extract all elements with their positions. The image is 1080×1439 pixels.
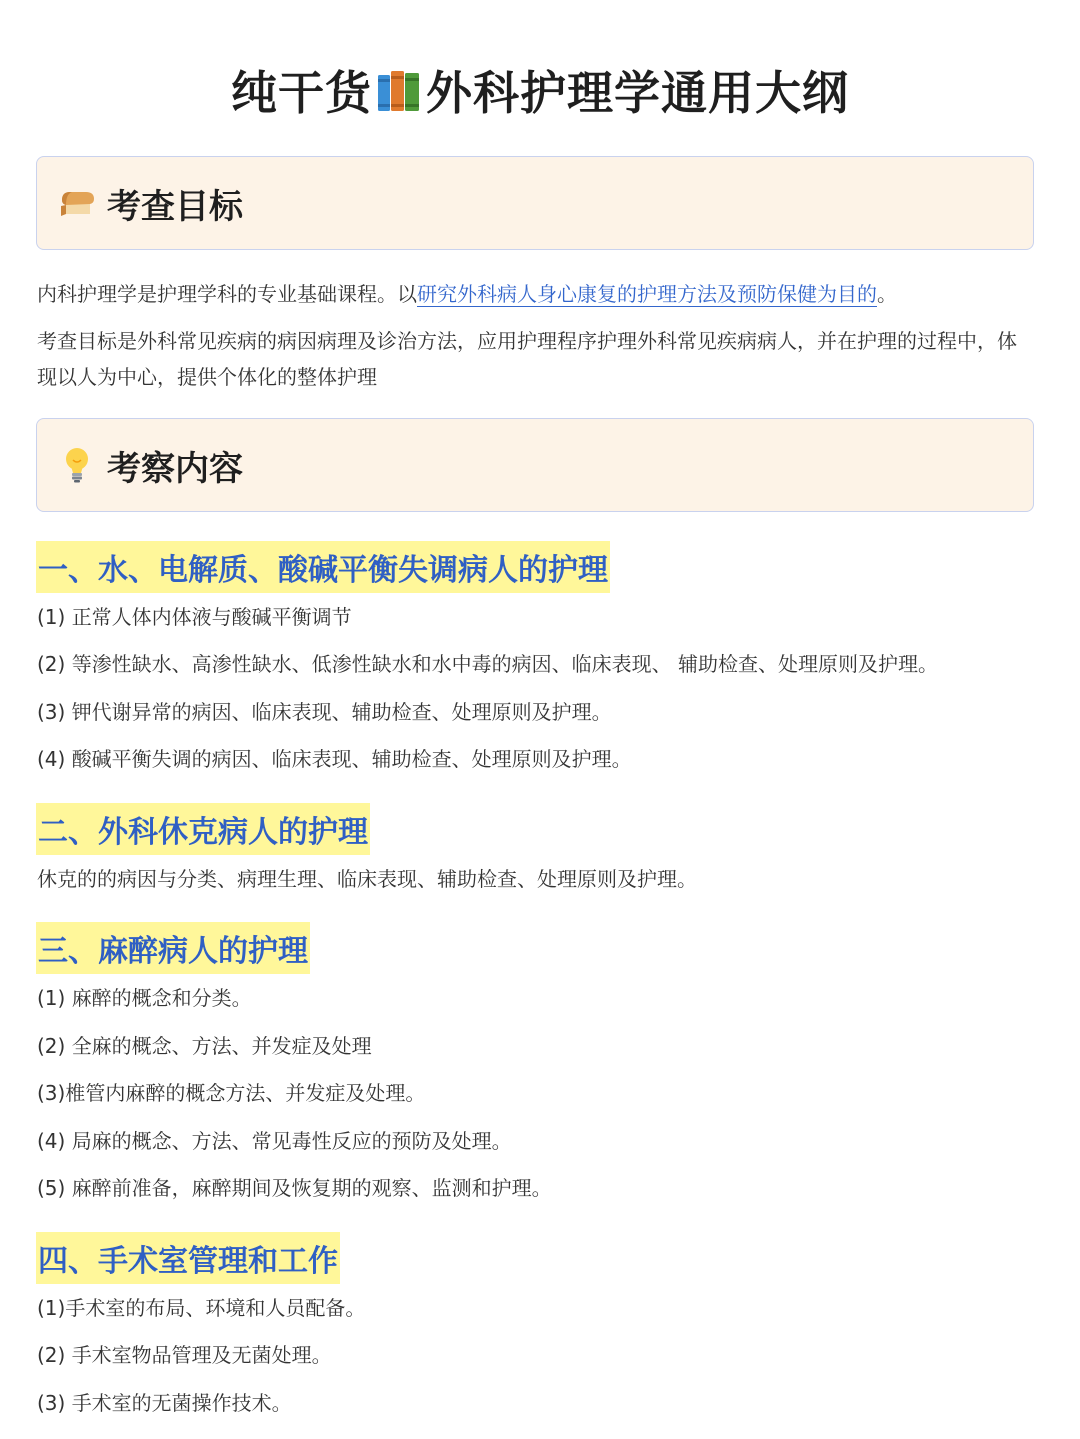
list-item: (3) 钾代谢异常的病因、临床表现、辅助检查、处理原则及护理。 [37,700,612,724]
topic-heading-2: 二、外科休克病人的护理 [36,803,370,855]
intro-text: 内科护理学是护理学科的专业基础课程。以 [37,282,417,306]
content-title: 考察内容 [107,448,243,489]
list-item: (1)手术室的布局、环境和人员配备。 [37,1296,366,1320]
intro-text-end: 。 [877,282,897,306]
goals-callout [36,156,1034,250]
bread-icon [57,183,97,223]
list-item: (2) 全麻的概念、方法、并发症及处理 [37,1034,372,1058]
intro-link[interactable]: 研究外科病人身心康复的护理方法及预防保健为目的 [417,282,877,306]
content-callout [36,418,1034,512]
topic-heading-3: 三、麻醉病人的护理 [36,922,310,974]
list-item: (1) 麻醉的概念和分类。 [37,986,252,1010]
title-text-after: 外科护理学通用大纲 [426,66,849,120]
list-item: (5) 麻醉前准备，麻醉期间及恢复期的观察、监测和护理。 [37,1176,552,1200]
list-item: (4) 酸碱平衡失调的病因、临床表现、辅助检查、处理原则及护理。 [37,747,632,771]
intro-paragraph-2: 考查目标是外科常见疾病的病因病理及诊治方法，应用护理程序护理外科常见疾病病人，并在护理的过程中，体现以人为中心，提供个体化的整体护理 [37,329,1017,389]
title-text-before: 纯干货 [231,66,372,120]
list-item: (1) 正常人体内体液与酸碱平衡调节 [37,605,352,629]
books-icon [376,67,422,113]
list-item: (3) 手术室的无菌操作技术。 [37,1391,292,1415]
list-item: 休克的的病因与分类、病理生理、临床表现、辅助检查、处理原则及护理。 [37,867,697,891]
topic-heading-1: 一、水、电解质、酸碱平衡失调病人的护理 [36,541,610,593]
intro-paragraph-1 [37,276,1047,312]
goals-title: 考查目标 [107,186,243,227]
list-item: (4) 局麻的概念、方法、常见毒性反应的预防及处理。 [37,1129,512,1153]
page-title [0,58,1080,122]
list-item: (3)椎管内麻醉的概念方法、并发症及处理。 [37,1081,426,1105]
topic-heading-4: 四、手术室管理和工作 [36,1232,340,1284]
lightbulb-icon [57,445,97,485]
list-item: (2) 手术室物品管理及无菌处理。 [37,1343,332,1367]
list-item: (2) 等渗性缺水、高渗性缺水、低渗性缺水和水中毒的病因、临床表现、 辅助检查、处理原则及护理。 [37,652,939,676]
